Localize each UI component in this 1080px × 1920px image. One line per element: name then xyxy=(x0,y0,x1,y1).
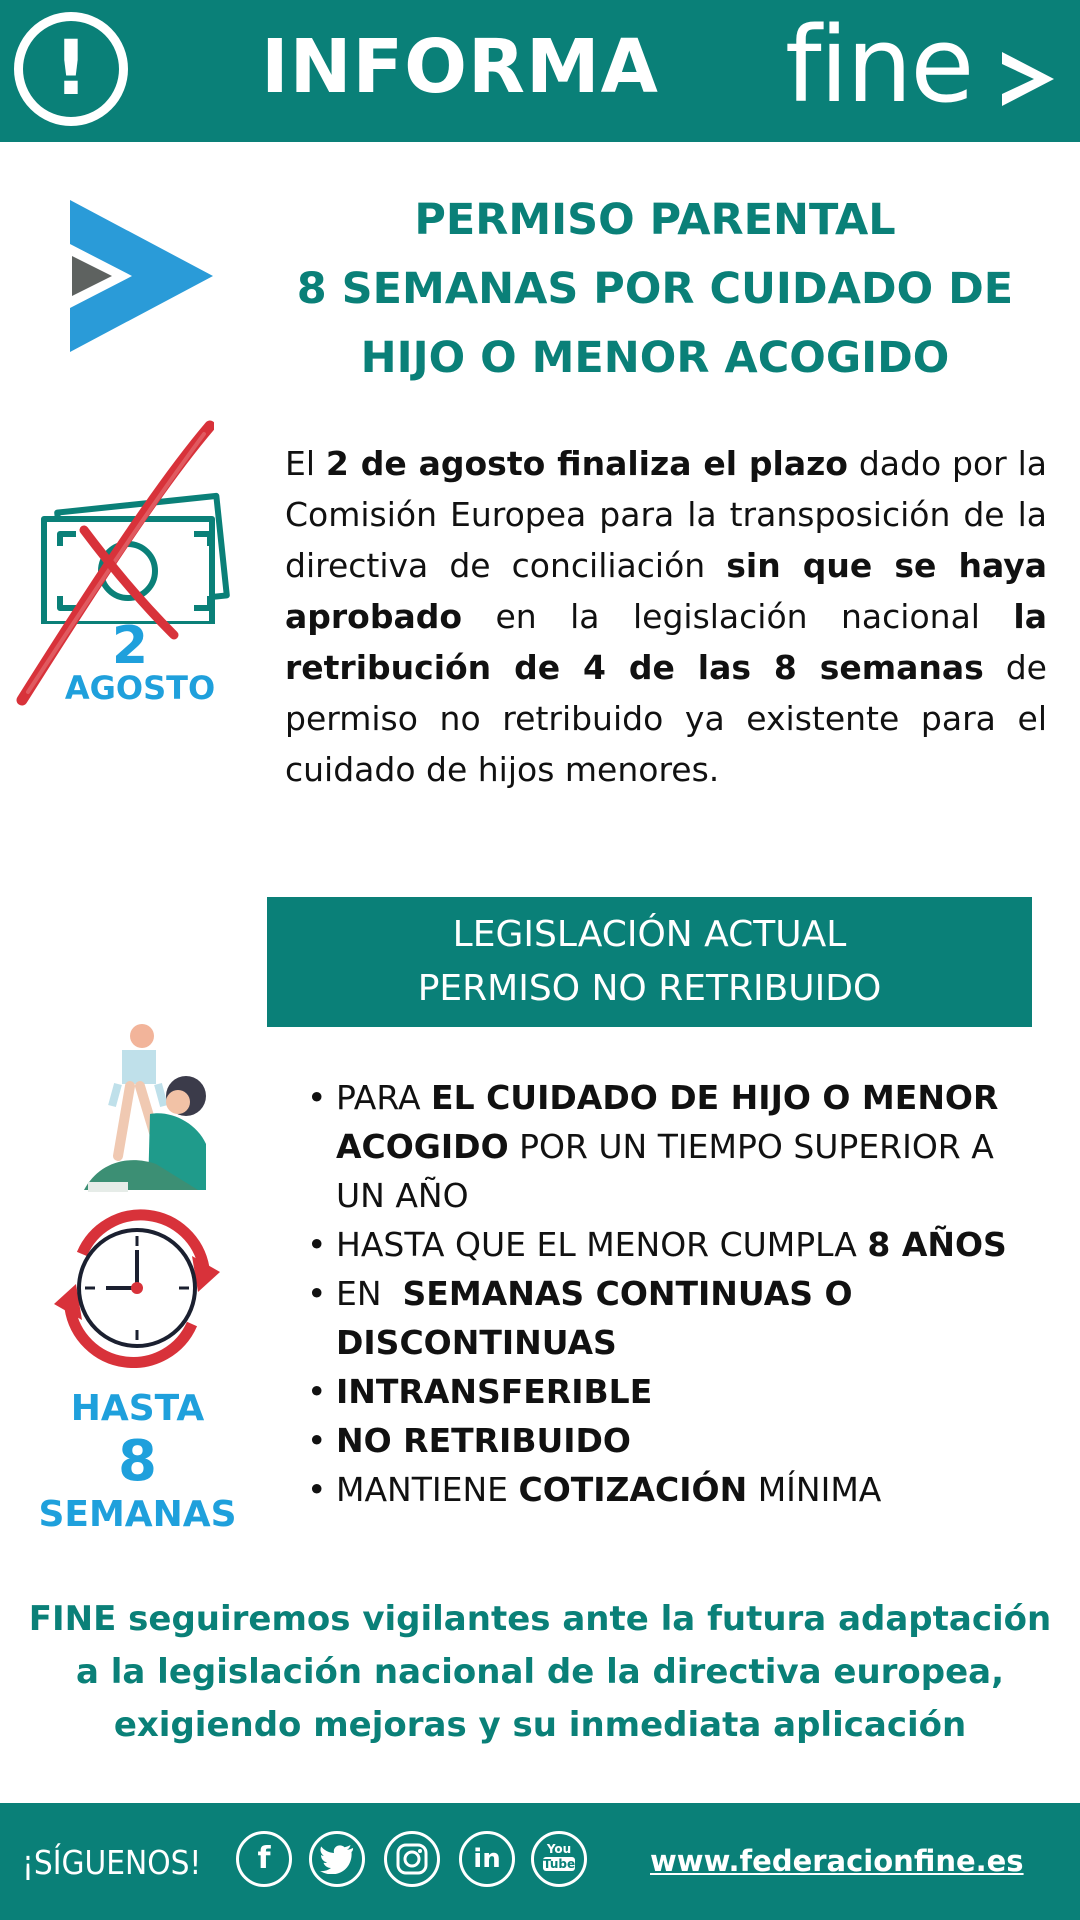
alert-icon xyxy=(14,12,128,126)
title-line-3: HIJO O MENOR ACOGIDO xyxy=(360,333,950,383)
list-item xyxy=(307,1416,1047,1465)
intro-bold: la retribución de 4 de las 8 semanas xyxy=(285,597,1047,687)
list-text: MÍNIMA xyxy=(747,1470,882,1509)
list-bold: INTRANSFERIBLE xyxy=(336,1372,653,1411)
duration-label xyxy=(20,1386,255,1538)
clock-icon xyxy=(52,1208,222,1368)
linkedin-glyph: in xyxy=(473,1844,501,1874)
title-line-2: 8 SEMANAS POR CUIDADO DE xyxy=(296,264,1014,314)
list-item xyxy=(307,1220,1047,1269)
footer-bar xyxy=(0,1803,1080,1920)
instagram-camera-icon xyxy=(396,1843,428,1875)
list-item xyxy=(307,1073,1047,1220)
facebook-glyph: f xyxy=(257,1841,271,1876)
deadline-day: 2 xyxy=(111,616,149,676)
chevron-icon xyxy=(68,196,218,356)
twitter-bird-icon xyxy=(320,1844,354,1874)
youtube-glyph xyxy=(534,1842,584,1871)
linkedin-icon[interactable] xyxy=(459,1831,515,1887)
closing-statement xyxy=(20,1593,1060,1752)
list-bold: 8 AÑOS xyxy=(867,1225,1007,1264)
website-link[interactable]: www.federacionfine.es xyxy=(650,1844,1024,1878)
intro-text: en la legislación nacional xyxy=(462,597,1014,636)
list-bold: EL CUIDADO DE HIJO O MENOR ACOGIDO xyxy=(336,1078,999,1166)
list-item xyxy=(307,1269,1047,1367)
list-item xyxy=(307,1465,1047,1514)
conditions-list xyxy=(307,1073,1047,1514)
header-bar xyxy=(0,0,1080,142)
list-item xyxy=(307,1367,1047,1416)
closing-line-3: exigiendo mejoras y su inmediata aplicación xyxy=(113,1705,967,1745)
intro-bold: sin que se haya aprobado xyxy=(285,546,1047,636)
alert-symbol: ! xyxy=(53,23,89,112)
facebook-icon[interactable] xyxy=(236,1831,292,1887)
list-bold: NO RETRIBUIDO xyxy=(336,1421,631,1460)
list-text: MANTIENE xyxy=(336,1470,519,1509)
title-line-1: PERMISO PARENTAL xyxy=(414,195,896,245)
fine-logo xyxy=(785,4,1065,130)
intro-paragraph xyxy=(285,438,1047,795)
list-bold: COTIZACIÓN xyxy=(518,1470,748,1509)
banner-line-1: LEGISLACIÓN ACTUAL xyxy=(452,914,847,955)
list-bold: SEMANAS CONTINUAS O DISCONTINUAS xyxy=(336,1274,853,1362)
intro-text: El xyxy=(285,444,326,483)
banner-line-2: PERMISO NO RETRIBUIDO xyxy=(417,968,882,1009)
list-text: PARA xyxy=(336,1078,432,1117)
page-title xyxy=(270,186,1040,393)
list-text: POR UN TIEMPO SUPERIOR A UN AÑO xyxy=(336,1127,994,1215)
duration-line-1: HASTA xyxy=(70,1388,205,1429)
youtube-bottom: Tube xyxy=(543,1857,576,1871)
list-text: HASTA QUE EL MENOR CUMPLA xyxy=(336,1225,868,1264)
intro-bold: 2 de agosto finaliza el plazo xyxy=(325,444,848,483)
header-title: INFORMA xyxy=(261,24,659,110)
youtube-top: You xyxy=(546,1842,572,1856)
instagram-icon[interactable] xyxy=(384,1831,440,1887)
duration-line-3: SEMANAS xyxy=(38,1494,237,1535)
closing-line-2: a la legislación nacional de la directiva europea, xyxy=(75,1652,1005,1692)
legislation-banner xyxy=(267,897,1032,1027)
youtube-icon[interactable] xyxy=(531,1831,587,1887)
logo-text: fine xyxy=(785,4,973,126)
intro-text: de permiso no retribuido ya existente para el cuidado de hijos menores. xyxy=(285,648,1047,789)
duration-line-2: 8 xyxy=(118,1429,157,1494)
deadline-month: AGOSTO xyxy=(64,669,216,707)
intro-text: dado por la Comisión Europea para la transposición de la directiva de conciliación xyxy=(285,444,1048,585)
closing-line-1: FINE seguiremos vigilantes ante la futura adaptación xyxy=(28,1599,1052,1639)
follow-label: ¡SÍGUENOS! xyxy=(22,1843,202,1882)
family-illustration-icon xyxy=(78,1014,218,1194)
list-text: EN xyxy=(336,1274,403,1313)
logo-arrow-icon xyxy=(1000,50,1056,108)
twitter-icon[interactable] xyxy=(309,1831,365,1887)
